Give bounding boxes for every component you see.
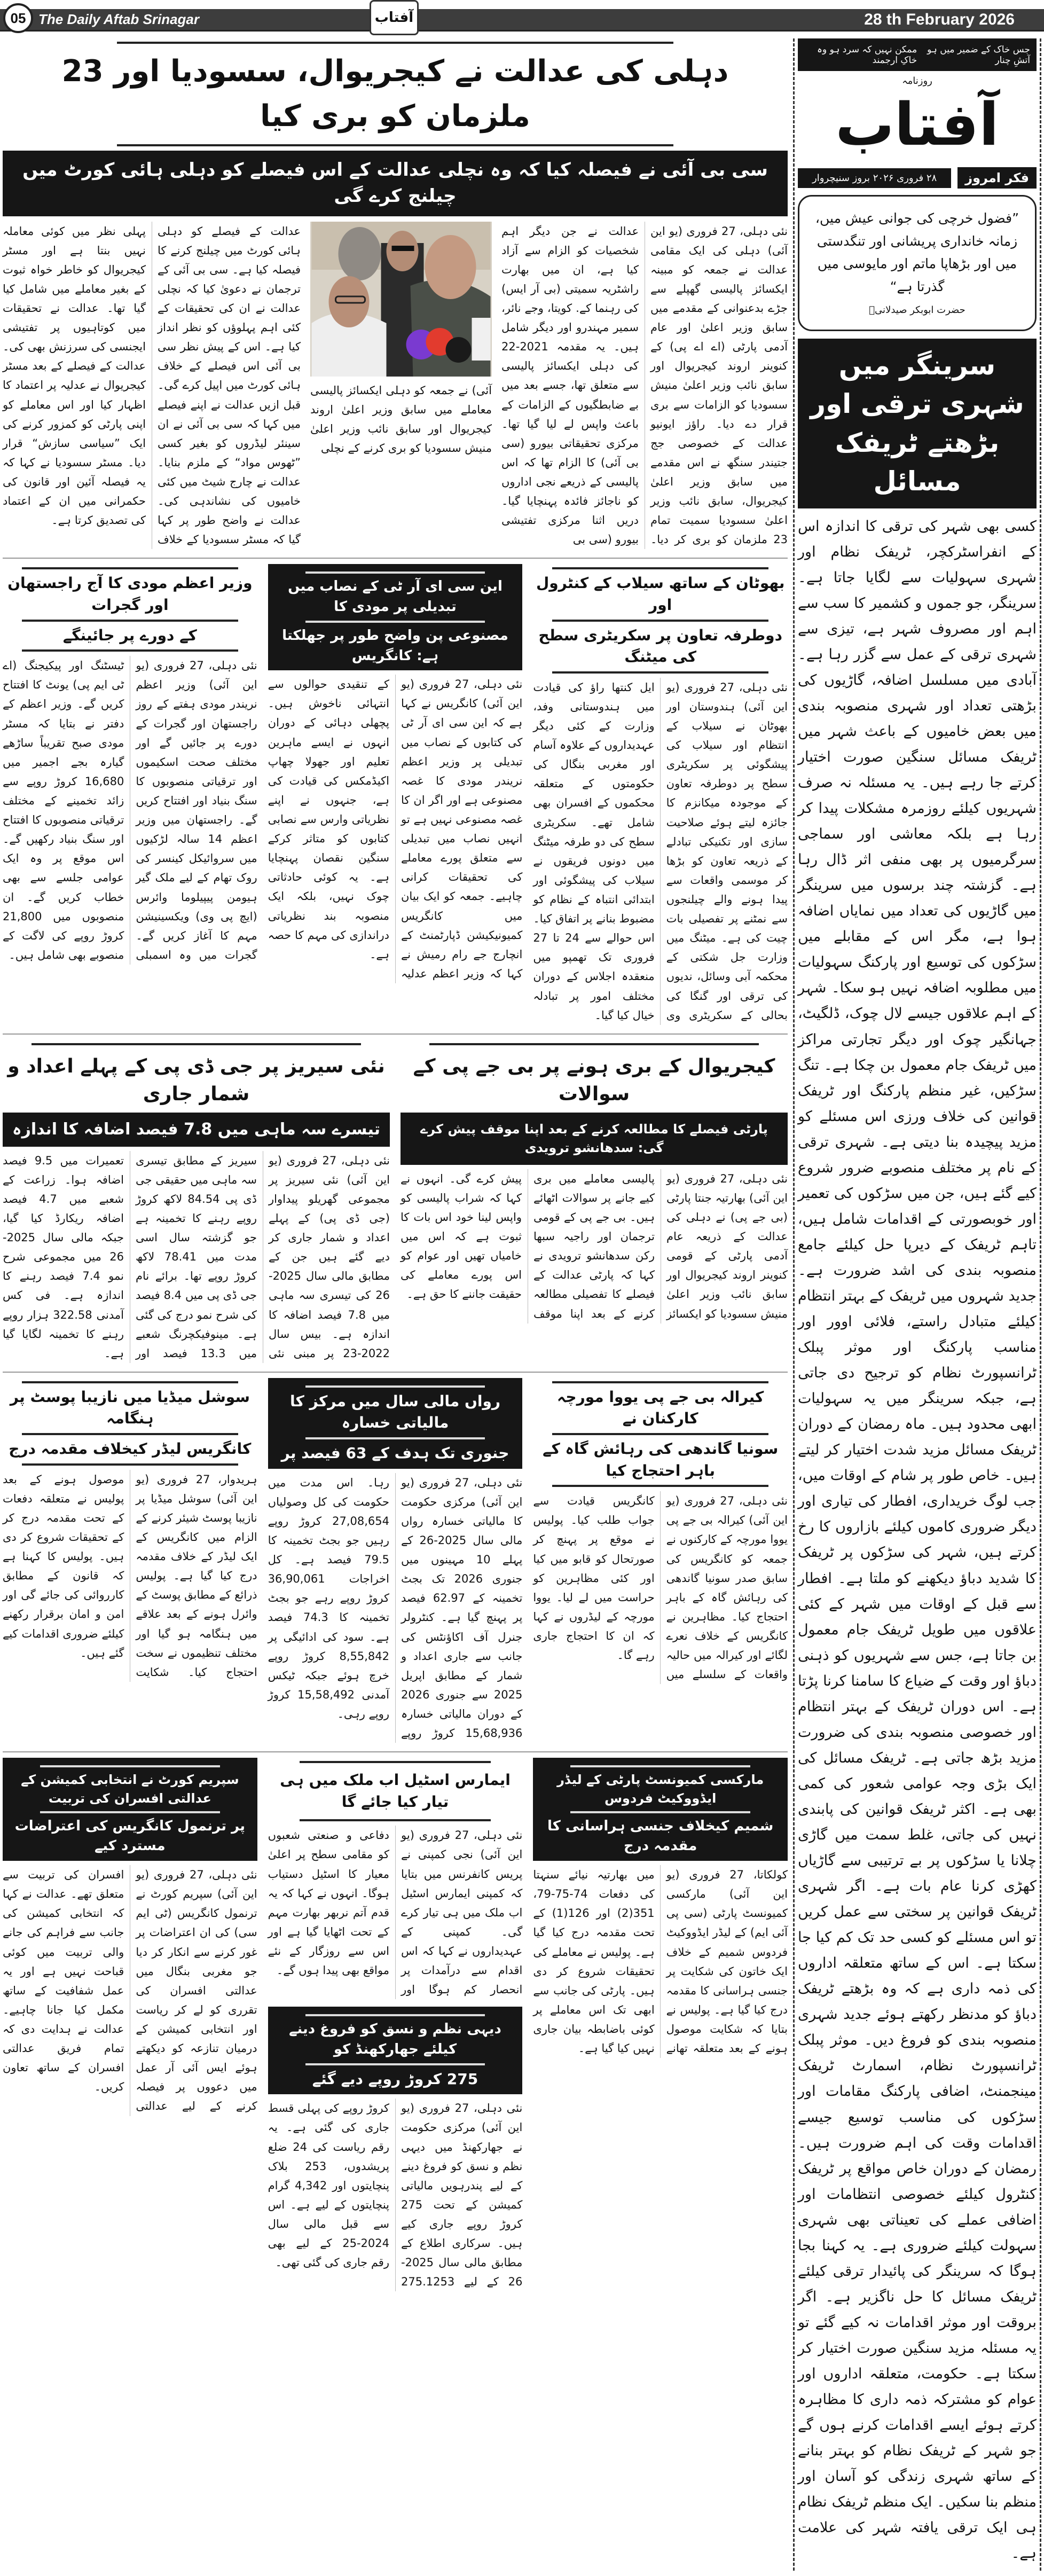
article-headline: بھوٹان کے ساتھ سیلاب کے کنٹرول اور (536, 574, 785, 614)
kejriwal-sisodia-photo (310, 222, 492, 377)
page-number: 05 (3, 3, 33, 33)
article-headline: دیہی نظم و نسق کو فروغ دینے کیلئے جھارکھنڈ کو (289, 2021, 501, 2058)
article-subhead: پارٹی فیصلے کا مطالعہ کرنے کے بعد اپنا موقف پیش کرے گی: سدھانشو ترویدی (401, 1113, 788, 1165)
masthead-column (793, 38, 1041, 2571)
masthead-date-row (798, 167, 1037, 189)
editorial-body: کسی بھی شہر کی ترقی کا اندازہ اس کے انفراسٹرکچر، ٹریفک نظام اور شہری سہولیات سے لگایا جاتا ہے۔ سرینگر، جو جموں و کشمیر کا سب سے اہم اور مصروف شہر ہے، تیزی سے شہری ترقی کے عمل سے گزر رہا ہے۔ آبادی میں مسلسل اضافہ، گاڑیوں کی بڑھتی تعداد اور شہری منصوبہ بندی میں بعض خامیوں کے باعث شہر میں ٹریفک مسائل سنگین صورت اختیار کرتے جا رہے ہیں۔ یہ مسئلہ نہ صرف شہریوں کیلئے روزمرہ مشکلات پیدا کر رہا ہے بلکہ معاشی اور سماجی سرگرمیوں پر بھی منفی اثر ڈال رہا ہے۔ گزشتہ چند برسوں میں سرینگر میں گاڑیوں کی تعداد میں نمایاں اضافہ ہوا ہے، مگر اس کے مقابلے میں سڑکوں کی توسیع اور پارکنگ سہولیات میں مطلوبہ اضافہ نہیں ہو سکا۔ شہر کے اہم علاقوں جیسے لال چوک، ڈلگیٹ، جہانگیر چوک اور دیگر تجارتی مراکز میں ٹریفک جام معمول بن چکا ہے۔ تنگ سڑکیں، غیر منظم پارکنگ اور ٹریفک قوانین کی خلاف ورزی اس مسئلے کو مزید پیچیدہ بنا دیتی ہے۔ شہری ترقی کے نام پر مختلف منصوبے ضرور شروع کیے گئے ہیں، جن میں سڑکوں کی تعمیر اور خوبصورتی کے اقدامات شامل ہیں، تاہم ٹریفک کے دیرپا حل کیلئے جامع منصوبہ بندی کی اشد ضرورت ہے۔ جدید شہروں میں ٹریفک کے بہتر انتظام کیلئے متبادل راستے، فلائی اوور اور مناسب پارکنگ اور موثر پبلک ٹرانسپورٹ نظام کو ترجیح دی جاتی ہے، جبکہ سرینگر میں یہ سہولیات ابھی محدود ہیں۔ ماہ رمضان کے دوران ٹریفک مسائل مزید شدت اختیار کر لیتے ہیں۔ خاص طور پر شام کے اوقات میں، جب لوگ خریداری، افطار کی تیاری اور دیگر ضروری کاموں کیلئے بازاروں کا رخ کرتے ہیں، شہر کی سڑکوں پر ٹریفک کا شدید دباؤ دیکھنے کو ملتا ہے۔ افطار سے قبل کے اوقات میں شہر کے کئی علاقوں میں طویل ٹریفک جام معمول بن جاتا ہے، جس سے شہریوں کو ذہنی دباؤ اور وقت کے ضیاع کا سامنا کرنا پڑتا ہے۔ اس دوران ٹریفک کے بہتر انتظام اور خصوصی منصوبہ بندی کی ضرورت مزید بڑھ جاتی ہے۔ ٹریفک مسائل کی ایک بڑی وجہ عوامی شعور کی کمی بھی ہے۔ اکثر ٹریفک قوانین کی پابندی نہیں کی جاتی، غلط سمت میں گاڑی چلانا یا سڑکوں پر بے ترتیبی سے گاڑیاں کھڑی کرنا عام بات ہے۔ اگر شہری ٹریفک قوانین پر سختی سے عمل کریں تو اس مسئلے کو کسی حد تک کم کیا جا سکتا ہے۔ اس کے ساتھ متعلقہ اداروں کی ذمہ داری ہے کہ وہ بڑھتے ٹریفک دباؤ کو مدنظر رکھتے ہوئے جدید شہری منصوبہ بندی کو فروغ دیں۔ موثر پبلک ٹرانسپورٹ نظام، اسمارٹ ٹریفک مینجمنٹ، اضافی پارکنگ مقامات اور سڑکوں کی مناسب توسیع جیسے اقدامات وقت کی اہم ضرورت ہیں۔ رمضان کے دوران خاص مواقع پر ٹریفک کنٹرول کیلئے خصوصی انتظامات اور اضافی عملے کی تعیناتی بھی شہری سہولت کیلئے ضروری ہے۔ یہ کہنا بجا ہوگا کہ سرینگر کی پائیدار ترقی کیلئے ٹریفک مسائل کا حل ناگزیر ہے۔ اگر بروقت اور موثر اقدامات نہ کیے گئے تو یہ مسئلہ مزید سنگین صورت اختیار کر سکتا ہے۔ حکومت، متعلقہ اداروں اور عوام کو مشترکہ ذمہ داری کا مظاہرہ کرتے ہوئے ایسے اقدامات کرنے ہوں گے جو شہر کے ٹریفک نظام کو بہتر بنانے کے ساتھ شہری زندگی کو آسان اور منظم بنا سکیں۔ ایک منظم ٹریفک نظام ہی ایک ترقی یافتہ شہر کی علامت ہے۔ (798, 518, 1037, 2562)
article-headline: شمیم کیخلاف جنسی ہراسانی کا مقدمہ درج (547, 1818, 774, 1854)
article-body-supreme-court: نئی دہلی، 27 فروری (یو این آئی) سپریم کورٹ نے ترنمول کانگریس (ٹی ایم سی) کی ان اعتراضات پر غور کرنے سے انکار کر دیا جو مغربی بنگال میں عدالتی افسران کی تقرری کو لے کر ریاست اور انتخابی کمیشن کے درمیان تنازعہ کو دیکھتے ہوئے ایس آئی آر عمل میں دعووں پر فیصلہ کرنے کے لیے عدالتی افسران کی تربیت سے متعلق تھے۔ عدالت نے کہا کہ انتخابی کمیشن کی جانب سے فراہم کی جانے والی تربیت میں کوئی قباحت نہیں ہے اور یہ عمل شفافیت کے ساتھ مکمل کیا جانا چاہیے۔ عدالت نے ہدایت دی کہ تمام فریق عدالتی افسران کے ساتھ تعاون کریں۔ (3, 1868, 257, 2113)
lead-headline: دہلی کی عدالت نے کیجریوال، سسودیا اور 23 ملزمان کو بری کیا (61, 54, 729, 134)
article-headline: مارکسی کمیونسٹ پارٹی کے لیڈر ایڈووکیٹ فردوس (557, 1772, 764, 1806)
article-headline-block (533, 1758, 788, 1861)
lead-headline-block (3, 42, 788, 146)
article-headline: وزیر اعظم مودی کا آج راجستھان اور گجرات (7, 574, 253, 614)
article-headline: کانگریس لیڈر کیخلاف مقدمہ درج (9, 1440, 252, 1458)
article-headline-block (268, 564, 523, 670)
article-headline: جنوری تک ہدف کے 63 فیصد پر (281, 1444, 509, 1462)
article-headline-block (268, 2007, 523, 2094)
paper-name: The Daily Aftab Srinagar (38, 11, 199, 27)
article-headline: مصنوعی پن واضح طور پر جھلکتا ہے: کانگریس (282, 627, 508, 664)
lead-body-part1: نئی دہلی، 27 فروری (یو این آئی) دہلی کی ایک مقامی عدالت نے جمعہ کو مبینہ ایکسائز پالیسی گھپلے سے جڑے بدعنوانی کے مقدمے میں سابق وزیر اعلیٰ اور عام آدمی پارٹی (اے اے پی) کے کنوینر اروند کیجریوال اور سابق نائب وزیر اعلیٰ منیش سسودیا کو الزامات سے بری قرار دے دیا۔ راؤز ایونیو عدالت کے خصوصی جج جتیندر سنگھ نے اس مقدمے میں سابق وزیر اعلیٰ کیجریوال، سابق نائب وزیر اعلیٰ سسودیا سمیت تمام 23 ملزمان کو بری کر دیا۔ عدالت نے جن دیگر اہم شخصیات کو الزام سے آزاد کیا ہے، ان میں بھارت راشٹریہ سمیتی (بی آر ایس) کی رہنما کے. کویتا، وجے نائر، سمیر مہندرو اور دیگر شامل ہیں۔ یہ مقدمہ 2021-22 کی دہلی ایکسائز پالیسی سے متعلق تھا، جسے بعد میں بے ضابطگیوں کے الزامات کے باعث واپس لے لیا گیا تھا۔ مرکزی تحقیقاتی بیورو (سی بی آئی) کا الزام تھا کہ اس پالیسی کے ذریعے نجی اداروں کو ناجائز فائدہ پہنچایا گیا۔ دریں اثنا مرکزی تفتیشی بیورو (سی بی (501, 224, 788, 546)
news-row (3, 1033, 788, 1363)
article-social-media (3, 1378, 257, 1682)
article-bhutan (533, 564, 788, 1024)
article-headline: 275 کروڑ روپے دیے گئے (312, 2070, 478, 2088)
article-steel-and-jharkhand (268, 1758, 523, 2291)
article-headline: سوشل میڈیا میں نازیبا پوسٹ پر ہنگامہ (10, 1388, 250, 1428)
lead-body-part3: عدالت کے فیصلے کو دہلی ہائی کورٹ میں چیلنج کرنے کا فیصلہ کیا ہے۔ سی بی آئی کے ترجمان نے دعویٰ کیا کہ نچلی عدالت نے ان کی تحقیقات کے کئی اہم پہلوؤں کو نظر انداز کیا ہے۔ اس کے پیش نظر سی بی آئی اس فیصلے کے خلاف ہائی کورٹ میں اپیل کرے گی۔ قبل ازیں عدالت نے اپنے فیصلے میں کہا کہ سی بی آئی نے ان سینئر لیڈروں کو بغیر کسی ”ٹھوس مواد“ کے ملزم بنایا۔ عدالت نے چارج شیٹ میں کئی خامیوں کی نشاندہی کی۔ عدالت نے واضح طور پر کہا گیا کہ مسٹر سسودیا کے خلاف پہلی نظر میں کوئی معاملہ نہیں بنتا ہے اور مسٹر کیجریوال کو خاطر خواہ ثبوت کے بغیر معاملے میں شامل کیا گیا تھا۔ عدالت نے تحقیقات میں کوتاہیوں پر تفتیشی ایجنسی کی سرزنش بھی کی۔ عدالت کے فیصلے کے بعد مسٹر کیجریوال نے عدلیہ پر اعتماد کا اظہار کیا اور اس معاملے کو اپنی پارٹی کو کمزور کرنے کی ایک ”سیاسی سازش“ قرار دیا۔ مسٹر سسودیا نے کہا کہ یہ فیصلہ آئین اور قانون کی حکمرانی میں ان کے اعتماد کی تصدیق کرتا ہے۔ (3, 224, 301, 546)
issue-date: 28 th February 2026 (864, 11, 1015, 28)
news-row (3, 1751, 788, 2291)
article-bjp-questions (401, 1040, 788, 1324)
article-headline: کے دورے پر جائینگے (62, 626, 197, 644)
article-body-bjp-questions: نئی دہلی، 27 فروری (یو این آئی) بھارتیہ جنتا پارٹی (بی جے پی) نے دہلی کی عدالت کے ذریعہ عام آدمی پارٹی کے قومی کنوینر اروند کیجریوال اور سابق نائب وزیر اعلیٰ منیش سسودیا کو ایکسائز پالیسی معاملے میں بری کیے جانے پر سوالات اٹھائے ہیں۔ بی جے پی کے قومی ترجمان اور راجیہ سبھا رکن سدھانشو ترویدی نے کہا کہ پارٹی عدالت کے فیصلے کا تفصیلی مطالعہ کرنے کے بعد اپنا موقف پیش کرے گی۔ انہوں نے کہا کہ شراب پالیسی کو واپس لینا خود اس بات کا ثبوت ہے کہ اس میں خامیاں تھیں اور عوام کو اس پورے معاملے کی حقیقت جاننے کا حق ہے۔ (401, 1172, 788, 1320)
lead-body (3, 222, 788, 550)
quote-box (798, 195, 1037, 331)
article-modi (3, 564, 257, 965)
article-body-jharkhand: نئی دہلی، 27 فروری (یو این آئی) مرکزی حکومت نے جھارکھنڈ میں دیہی نظم و نسق کو فروغ دینے کے لیے پندرہویں مالیاتی کمیشن کے تحت 275 کروڑ روپے جاری کیے ہیں۔ سرکاری اطلاع کے مطابق مالی سال 2025-26 کے لیے 275.1253 کروڑ روپے کی پہلی قسط جاری کی گئی ہے۔ یہ رقم ریاست کی 24 ضلع پریشدوں، 253 بلاک پنچایتوں اور 4,342 گرام پنچایتوں کے لیے ہے۔ اس سے قبل مالی سال 2024-25 کے لیے بھی رقم جاری کی گئی تھی۔ (268, 2102, 523, 2289)
lead-subhead: سی بی آئی نے فیصلہ کیا کہ وہ نچلی عدالت کے اس فیصلے کو دہلی ہائی کورٹ میں چیلنج کرے گی (3, 151, 788, 216)
article-headline-block (3, 1758, 257, 1861)
urdu-date: ۲۸ فروری ۲۰۲۶ بروز سنیچروار (798, 168, 951, 188)
article-headline: کیرالہ بی جے پی یووا مورچہ کارکنان نے (557, 1388, 764, 1428)
article-body-gdp: نئی دہلی، 27 فروری (یو این آئی) نئی سیریز پر مجموعی گھریلو پیداوار (جی ڈی پی) کے پہلے اعداد و شمار جاری کر دیے گئے ہیں جن کے مطابق مالی سال 2025-26 کی تیسری سہ ماہی میں 7.8 فیصد اضافہ کا اندازہ ہے۔ بیس سال 2022-23 پر مبنی نئی سیریز کے مطابق تیسری سہ ماہی میں حقیقی جی ڈی پی 84.54 لاکھ کروڑ روپے رہنے کا تخمینہ ہے جو گزشتہ سال اسی مدت میں 78.41 لاکھ کروڑ روپے تھا۔ برائے نام جی ڈی پی میں 8.4 فیصد کی شرح نمو درج کی گئی ہے۔ مینوفیکچرنگ شعبے میں 13.3 فیصد اور تعمیرات میں 9.5 فیصد اضافہ ہوا۔ زراعت کے شعبے میں 4.7 فیصد اضافہ ریکارڈ کیا گیا، جبکہ مالی سال 2025-26 میں مجموعی شرح نمو 7.4 فیصد رہنے کا اندازہ ہے۔ فی کس آمدنی 322.58 ہزار روپے رہنے کا تخمینہ لگایا گیا ہے۔ (3, 1154, 390, 1360)
masthead-logo (798, 71, 1037, 167)
article-body-social-media: ہریدوار، 27 فروری (یو این آئی) سوشل میڈیا پر نازیبا پوسٹ شیئر کرنے کے الزام میں کانگریس کے ایک لیڈر کے خلاف مقدمہ درج کیا گیا ہے۔ پولیس ذرائع کے مطابق پوسٹ کے وائرل ہونے کے بعد علاقے میں ہنگامہ ہو گیا اور مختلف تنظیموں نے سخت احتجاج کیا۔ شکایت موصول ہونے کے بعد پولیس نے متعلقہ دفعات کے تحت مقدمہ درج کر کے تحقیقات شروع کر دی ہیں۔ پولیس کا کہنا ہے کہ قانون کے مطابق کارروائی کی جائے گی اور امن و امان برقرار رکھنے کیلئے ضروری اقدامات کیے گئے ہیں۔ (3, 1473, 257, 1679)
article-body-bhutan: نئی دہلی، 27 فروری (یو این آئی) ہندوستان اور بھوٹان نے سیلاب کے انتظام اور سیلاب کی پیشگوئی پر سکریٹری سطح پر دوطرفہ تعاون کے موجودہ میکانزم کا جائزہ لیتے ہوئے صلاحیت سازی اور تکنیکی تبادلے کے ذریعہ تعاون کو بڑھا کر موسمی واقعات سے پیدا ہونے والے چیلنجوں سے نمٹنے پر تفصیلی بات چیت کی ہے۔ میٹنگ میں وزارت جل شکتی کے محکمہ آبی وسائل، ندیوں کی ترقی اور گنگا کی بحالی کے سکریٹری وی ایل کنتھا راؤ کی قیادت میں ہندوستانی وفد، وزارت کے کئی دیگر عہدیداروں کے علاوہ آسام اور مغربی بنگال کی حکومتوں کے متعلقہ محکموں کے افسران بھی شامل تھے۔ سکریٹری سطح کی دو طرفہ میٹنگ میں دونوں فریقوں نے سیلاب کی پیشگوئی اور ابتدائی انتباہ کے نظام کو مضبوط بنانے پر اتفاق کیا۔ اس حوالے سے 24 تا 27 فروری تک تھمپو میں منعقدہ اجلاس کے دوران مختلف امور پر تبادلہ خیال کیا گیا۔ (533, 680, 788, 1022)
news-row (3, 1372, 788, 1743)
article-body-marxist-leader: کولکاتا، 27 فروری (یو این آئی) مارکسی کمیونسٹ پارٹی (سی پی آئی ایم) کے لیڈر ایڈووکیٹ فردوس شمیم کے خلاف ایک خاتون کی شکایت پر جنسی ہراسانی کا مقدمہ درج کیا گیا ہے۔ پولیس نے بتایا کہ شکایت موصول ہونے کے بعد متعلقہ تھانے میں بھارتیہ نیائے سنہتا کی دفعات 74-75-79، 351(2) اور 126(1) کے تحت مقدمہ درج کیا گیا ہے۔ پولیس نے معاملے کی تحقیقات شروع کر دی ہیں۔ پارٹی کی جانب سے ابھی تک اس معاملے پر کوئی باضابطہ بیان جاری نہیں کیا گیا ہے۔ (533, 1868, 788, 2055)
page-header (0, 0, 1044, 38)
editorial-headline-line2: بڑھتے ٹریفک مسائل (835, 427, 1000, 497)
editorial-headline-line1: سرینگر میں شہری ترقی اور (810, 349, 1024, 420)
article-body-modi: نئی دہلی، 27 فروری (یو این آئی) وزیر اعظم نریندر مودی ہفتے کے روز راجستھان اور گجرات کے دورے پر جائیں گے اور مختلف صحت اسکیموں اور ترقیاتی منصوبوں کا سنگ بنیاد اور افتتاح کریں گے۔ راجستھان میں وزیر اعظم 14 سالہ لڑکیوں میں سروائیکل کینسر کی روک تھام کے لیے ملک گیر ہیومن پیپیلوما وائرس (ایچ پی وی) ویکسینیشن مہم کا آغاز کریں گے۔ گجرات میں وہ اسمبلی ٹیسٹنگ اور پیکیجنگ (اے ٹی ایم پی) یونٹ کا افتتاح کریں گے۔ وزیر اعظم کے دفتر نے بتایا کہ مسٹر مودی صبح تقریباً ساڑھے گیارہ بجے اجمیر میں 16,680 کروڑ روپے سے زائد تخمینے کے مختلف ترقیاتی منصوبوں کا افتتاح اور سنگ بنیاد رکھیں گے۔ اس موقع پر وہ ایک عوامی جلسے سے بھی خطاب کریں گے۔ ان منصوبوں میں 21,800 کروڑ روپے کی لاگت کے منصوبے بھی شامل ہیں۔ (3, 659, 257, 961)
article-body-steel: نئی دہلی، 27 فروری (یو این آئی) نجی کمپنی نے پریس کانفرنس میں بتایا کہ کمپنی ایمارس اسٹیل اب ملک میں ہی تیار کرے گی۔ کمپنی کے عہدیداروں نے کہا کہ اس اقدام سے درآمدات پر انحصار کم ہوگا اور دفاعی و صنعتی شعبوں کو مقامی سطح پر اعلیٰ معیار کا اسٹیل دستیاب ہوگا۔ انہوں نے کہا کہ یہ قدم آتم نربھر بھارت مہم کے تحت اٹھایا گیا ہے اور اس سے روزگار کے نئے مواقع بھی پیدا ہوں گے۔ (268, 1829, 523, 1996)
article-headline: دوطرفہ تعاون پر سکریٹری سطح کی میٹنگ (538, 626, 782, 666)
masthead-tagline (798, 38, 1037, 71)
article-headline: رواں مالی سال میں مرکز کا مالیاتی خسارہ (289, 1392, 500, 1432)
header-logo: آفتاب (370, 0, 419, 35)
article-body-fiscal-deficit: نئی دہلی، 27 فروری (یو این آئی) مرکزی حکومت کا مالیاتی خسارہ رواں مالی سال 2025-26 کے پہلے 10 مہینوں میں جنوری 2026 تک بجٹ تخمینہ کے 62.97 فیصد پر پہنچ گیا ہے۔ کنٹرولر جنرل آف اکاؤنٹس کی جانب سے جاری اعداد و شمار کے مطابق اپریل 2025 سے جنوری 2026 کے دوران مالیاتی خسارہ 15,68,936 کروڑ روپے رہا۔ اس مدت میں حکومت کی کل وصولیاں 27,08,654 کروڑ روپے رہیں جو بجٹ تخمینہ کا 79.5 فیصد ہے۔ کل اخراجات 36,90,061 کروڑ روپے رہے جو بجٹ تخمینہ کا 74.3 فیصد ہے۔ سود کی ادائیگی پر 8,55,842 کروڑ روپے خرچ ہوئے جبکہ ٹیکس آمدنی 15,58,492 کروڑ روپے رہی۔ (268, 1476, 523, 1740)
lead-photo-column (310, 222, 492, 458)
article-fiscal-deficit (268, 1378, 523, 1743)
article-supreme-court (3, 1758, 257, 2116)
article-subhead: تیسرے سہ ماہی میں 7.8 فیصد اضافہ کا اندازہ (3, 1113, 390, 1147)
article-kerala (533, 1378, 788, 1684)
article-marxist-leader (533, 1758, 788, 2058)
lead-photo (310, 222, 492, 377)
article-headline: سپریم کورٹ نے انتخابی کمیشن کے عدالتی افسران کی تربیت (21, 1772, 239, 1806)
article-headline-block (268, 1378, 523, 1469)
article-ncert (268, 564, 523, 983)
article-headline: کیجریوال کے بری ہونے پر بی جے پی کے سوالات (413, 1055, 775, 1105)
masthead-small-title: روزنامہ (902, 75, 932, 87)
editorial-headline (798, 339, 1037, 508)
masthead-title: آفتاب (835, 90, 999, 159)
article-headline: سونیا گاندھی کی رہائش گاہ کے باہر احتجاج کیا (543, 1440, 779, 1479)
section-label: فکر امروز (957, 167, 1037, 189)
article-headline: ایمارس اسٹیل اب ملک میں ہی تیار کیا جائے گا (280, 1771, 511, 1811)
article-gdp (3, 1040, 390, 1363)
article-body-ncert: نئی دہلی، 27 فروری (یو این آئی) کانگریس نے کہا ہے کہ این سی ای آر ٹی کی کتابوں کے نصاب میں تبدیلی پر وزیر اعظم نریندر مودی کا غصہ مصنوعی ہے اور اگر ان کا غصہ مصنوعی نہیں ہے تو انہیں نصاب میں تبدیلی سے متعلق پورے معاملے کی تحقیقات کرانی چاہیے۔ جمعہ کو ایک بیان میں کانگریس کمیونیکیشن ڈپارٹمنٹ کے انچارج جے رام رمیش نے کہا کہ وزیر اعظم عدلیہ کے تنقیدی حوالوں سے انتہائی ناخوش ہیں۔ پچھلی دہائی کے دوران انہوں نے ایسے ماہرین تعلیم اور جھولا چھاپ اکیڈمکس کی قیادت کی ہے، جنہوں نے اپنے نظریاتی وارس سے نصابی کتابوں کو متاثر کرکے سنگین نقصان پہنچایا ہے۔ یہ کوئی حادثاتی چوک نہیں، بلکہ ایک منصوبہ بند نظریاتی دراندازی کی مہم کا حصہ ہے۔ (268, 678, 523, 980)
article-body-kerala: نئی دہلی، 27 فروری (یو این آئی) کیرالہ بی جے پی یووا مورچہ کے کارکنوں نے جمعہ کو کانگریس کی سابق صدر سونیا گاندھی کی رہائش گاہ کے باہر احتجاج کیا۔ مظاہرین نے کانگریس کے خلاف نعرے لگائے اور کیرالہ میں حالیہ واقعات کے سلسلے میں کانگریس قیادت سے جواب طلب کیا۔ پولیس نے موقع پر پہنچ کر صورتحال کو قابو میں کیا اور کئی مظاہرین کو حراست میں لے لیا۔ یووا مورچہ کے لیڈروں نے کہا کہ ان کا احتجاج جاری رہے گا۔ (533, 1494, 788, 1681)
article-headline: نئی سیریز پر جی ڈی پی کے پہلے اعداد و شمار جاری (7, 1055, 385, 1105)
article-headline: این سی ای آر ٹی کے نصاب میں تبدیلی پر مودی کا (288, 578, 503, 615)
quote-author: حضرت ابوبکر صیدلانیؒ (869, 304, 965, 316)
main-news-area (3, 38, 788, 2291)
tagline-right: جس خاک کے ضمیر میں ہو آتشِ چنار (927, 44, 1030, 66)
tagline-left: ممکن نہیں کہ سرد ہو وہ خاکِ ارجمند (817, 44, 917, 66)
news-row (3, 558, 788, 1024)
lead-body-part2: آئی) نے جمعہ کو دہلی ایکسائز پالیسی معاملے میں سابق وزیر اعلیٰ اروند کیجریوال اور سابق نائب وزیر اعلیٰ منیش سسودیا کو بری کرنے کے نچلی (310, 383, 492, 455)
quote-text: ”فضول خرچی کی جوانی عیش میں، زمانہ خانداری پریشانی اور تنگدستی میں اور بڑھاپا ماتم اور مایوسی میں گذرتا ہے“ (815, 210, 1019, 294)
article-headline: پر ترنمول کانگریس کی اعتراضات مسترد کیے (14, 1818, 246, 1854)
